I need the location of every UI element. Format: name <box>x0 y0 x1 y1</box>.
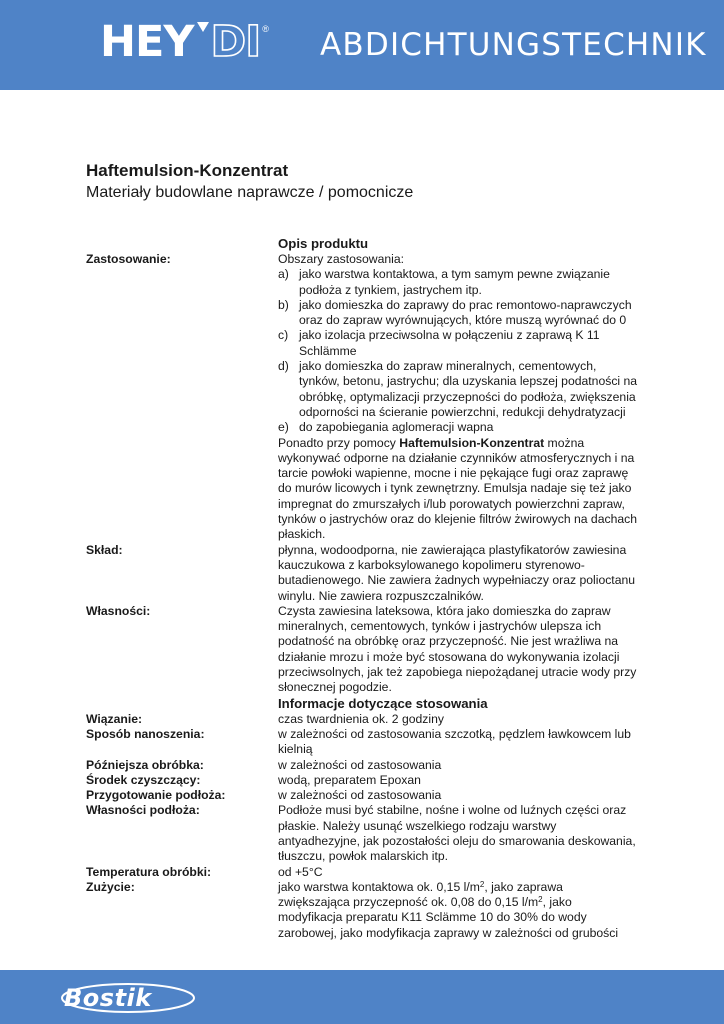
bostik-brand-text: Bostik <box>64 984 152 1012</box>
wlasnosci-row <box>86 604 646 696</box>
zastosowanie-intro: Obszary zastosowania: <box>278 252 404 266</box>
info-row: Późniejsza obróbka: w zależności od zastosowania <box>86 757 442 772</box>
zastosowanie-label: Zastosowanie: <box>86 252 171 266</box>
info-row: Środek czyszczący: wodą, preparatem Epoxan <box>86 772 421 787</box>
heydi-logo <box>100 18 269 68</box>
wlasnosci-label: Własności: <box>86 603 151 618</box>
sklad-label: Skład: <box>86 542 123 557</box>
list-item: e) do zapobiegania aglomeracji wapna <box>278 420 494 435</box>
footer-banner <box>0 970 724 1024</box>
zastosowanie-paragraph: Ponadto przy pomocy Haftemulsion-Konzentrat można wykonywać odporne na działanie czynników atmosferycznych i na tarcie powłoki wapienne, mocne i nie pękające fugi oraz zaprawę do murów licowych i tynk zewnętrzny. Emulsja nadaje się też jako impregnat do zmurszałych i/lub porowatych powierzchni zapraw, tynków o jastrychów oraz do klejenie filtrów żwirowych na dachach płaskich. <box>278 435 638 542</box>
zastosowanie-row <box>86 252 646 543</box>
opis-heading: Opis produktu <box>278 236 369 251</box>
info-heading: Informacje dotyczące stosowania <box>278 695 488 711</box>
logo-tick-icon <box>197 22 209 32</box>
zuzycie-label: Zużycie: <box>86 879 135 894</box>
product-title: Haftemulsion-Konzentrat <box>86 161 289 180</box>
header-banner <box>0 0 724 90</box>
list-item: b) jako domieszka do zaprawy do prac remontowo-naprawczych oraz do zapraw wyrównujących, które muszą wyrównać do 0 <box>278 297 632 328</box>
list-item: c) jako izolacja przeciwsolna w połączeniu z zaprawą K 11 Schlämme <box>278 328 600 358</box>
product-title-block <box>86 160 646 204</box>
registered-mark: ® <box>262 24 269 34</box>
section-heading-row <box>86 236 646 252</box>
logo-main-text: HEY <box>100 17 194 67</box>
info-row: Wiązanie: czas twardnienia ok. 2 godziny <box>86 711 444 726</box>
header-title: ABDICHTUNGSTECHNIK <box>320 27 707 63</box>
zuzycie-value: jako warstwa kontaktowa ok. 0,15 $l/m^2$, jako zaprawa zwiększająca przyczepność ok. 0,08 do 0,15 $l/m^2$, jako modyfikacja preparatu K11 Sclämme 10 do 30% do wody zarobowej, jako modyfikacja zaprawy w zależności od grubości <box>278 879 619 940</box>
zastosowanie-value <box>278 252 638 543</box>
list-item: d) jako domieszka do zapraw mineralnych, cementowych, tynków, betonu, jastrychu; dla uzyskania lepszej podatności na obróbkę, optymalizacji przyczepności do podłoża, zwiększenia odporności na ścieranie powierzchni, redukcji dehydratyzacji <box>278 359 638 419</box>
info-row: Temperatura obróbki: od +5°C <box>86 864 323 879</box>
product-description <box>86 236 646 941</box>
sklad-value: płynna, wodoodporna, nie zawierająca plastyfikatorów zawiesina kauczukowa z karboksylowanego kopolimeru styrenowo-butadienowego. Nie zawiera żadnych wypełniaczy oraz polioctanu winylu. Nie zawiera rozpuszczalników. <box>278 542 636 603</box>
list-item: a) jako warstwa kontaktowa, a tym samym pewne związanie podłoża z tynkiem, jastrychem itp. <box>278 267 610 297</box>
info-row: Sposób nanoszenia: w zależności od zastosowania szczotką, pędzlem ławkowcem lub kielnią <box>86 726 631 757</box>
sklad-row <box>86 543 646 604</box>
info-row: Własności podłoża: Podłoże musi być stabilne, nośne i wolne od luźnych części oraz płaskie. Należy usunąć wszelkiego rodzaju warstwy antyadhezyjne, jak pozostałości oleju do smarowania deskowania, tłuszczu, powłok malarskich itp. <box>86 803 636 864</box>
section-heading-row <box>86 696 646 712</box>
wlasnosci-value: Czysta zawiesina lateksowa, która jako domieszka do zapraw mineralnych, cementowych, tynków i jastrychów ulepsza ich podatność na obróbkę oraz przyczepność. Nie jest wrażliwa na działanie mrozu i może być stosowana do wykonywania izolacji przeciwsolnych, jak też zapobiega niepożądanej utracie wody przy słonecznej pogodzie. <box>278 603 637 695</box>
zuzycie-row <box>86 880 646 941</box>
logo-second-text: DI <box>210 17 261 67</box>
product-subtitle: Materiały budowlane naprawcze / pomocnicze <box>86 184 414 201</box>
info-row: Przygotowanie podłoża: w zależności od zastosowania <box>86 788 442 803</box>
